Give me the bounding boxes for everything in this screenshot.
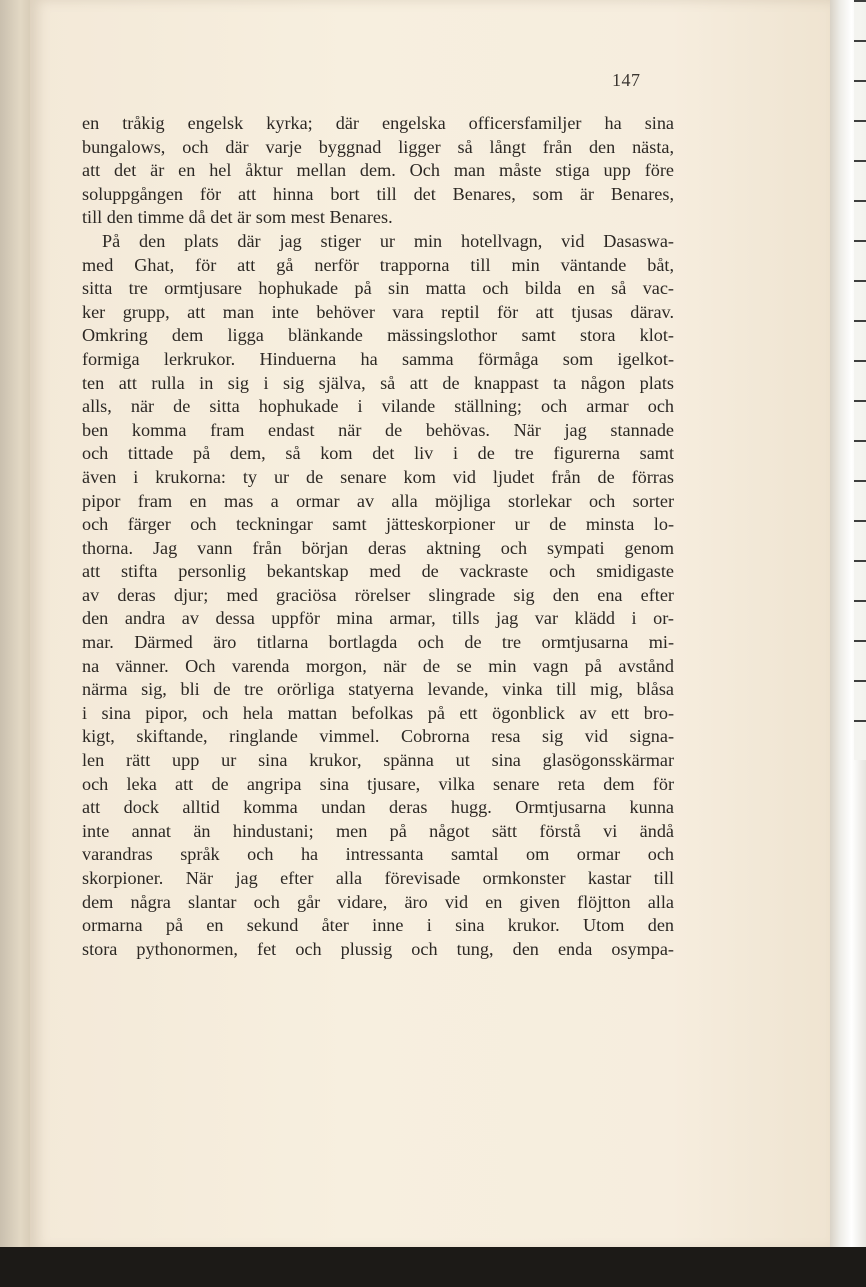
text-line: På den plats där jag stiger ur min hotellvagn, vid Dasaswa- bbox=[102, 230, 674, 251]
text-line: dem några slantar och går vidare, äro vid en given flöjtton alla bbox=[82, 891, 674, 912]
text-line: närma sig, bli de tre orörliga statyerna levande, vinka till mig, blåsa bbox=[82, 679, 674, 700]
text-line: pipor fram en mas a ormar av alla möjliga storlekar och sorter bbox=[82, 490, 674, 511]
text-line: även i krukorna: ty ur de senare kom vid ljudet från de förras bbox=[82, 466, 674, 487]
page-number: 147 bbox=[612, 70, 641, 90]
book-left-edge bbox=[0, 0, 34, 1250]
text-line: och färger och teckningar samt jätteskorpioner ur de minsta lo- bbox=[82, 514, 674, 535]
text-line: att det är en hel åktur mellan dem. Och man måste stiga upp före bbox=[82, 160, 674, 181]
scale-ruler bbox=[854, 0, 866, 760]
text-line: till den timme då det är som mest Benares. bbox=[82, 207, 393, 228]
text-line: med Ghat, för att gå nerför trapporna till min väntande båt, bbox=[82, 254, 674, 275]
text-line: ker grupp, att man inte behöver vara reptil för att tjusas därav. bbox=[82, 301, 674, 322]
text-line: att stifta personlig bekantskap med de vackraste och smidigaste bbox=[82, 561, 674, 582]
text-line: ormarna på en sekund åter inne i sina krukor. Utom den bbox=[82, 915, 674, 936]
body-text bbox=[82, 112, 674, 961]
text-line: av deras djur; med graciösa rörelser slingrade sig den ena efter bbox=[82, 584, 674, 605]
text-line: Omkring dem ligga blänkande mässingslothor samt stora klot- bbox=[82, 325, 674, 346]
text-line: mar. Därmed äro titlarna bortlagda och de tre ormtjusarna mi- bbox=[82, 632, 674, 653]
text-line: varandras språk och ha intressanta samtal om ormar och bbox=[82, 844, 674, 865]
text-line: den andra av dessa uppför mina armar, tills jag var klädd i or- bbox=[82, 608, 674, 629]
text-line: sitta tre ormtjusare hophukade på sin matta och bilda en så vac- bbox=[82, 278, 674, 299]
scan-background bbox=[0, 1247, 866, 1287]
text-line: alls, när de sitta hophukade i vilande ställning; och armar och bbox=[82, 396, 674, 417]
text-line: soluppgången för att hinna bort till det Benares, som är Benares, bbox=[82, 183, 674, 204]
text-line: en tråkig engelsk kyrka; där engelska officersfamiljer ha sina bbox=[82, 113, 674, 133]
text-line: och leka att de angripa sina tjusare, vilka senare reta dem för bbox=[82, 773, 674, 794]
text-line: skorpioner. När jag efter alla förevisade ormkonster kastar till bbox=[82, 868, 674, 888]
text-line: och tittade på dem, så kom det liv i de tre figurerna samt bbox=[82, 443, 674, 464]
text-line: att dock alltid komma undan deras hugg. Ormtjusarna kunna bbox=[82, 797, 674, 818]
text-line: len rätt upp ur sina krukor, spänna ut sina glasögonsskärmar bbox=[82, 750, 674, 771]
text-line: ben komma fram endast när de behövas. När jag stannade bbox=[82, 419, 674, 440]
text-line: stora pythonormen, fet och plussig och tung, den enda osympa- bbox=[82, 938, 674, 959]
text-line: kigt, skiftande, ringlande vimmel. Cobrorna resa sig vid signa- bbox=[82, 726, 674, 747]
text-line: thorna. Jag vann från början deras aktning och sympati genom bbox=[82, 537, 674, 558]
text-line: bungalows, och där varje byggnad ligger så långt från den nästa, bbox=[82, 136, 674, 157]
text-line: i sina pipor, och hela mattan befolkas på ett ögonblick av ett bro- bbox=[82, 702, 674, 723]
text-line: formiga lerkrukor. Hinduerna ha samma förmåga som igelkot- bbox=[82, 348, 674, 369]
text-line: ten att rulla in sig i sig själva, så att de knappast ta någon plats bbox=[82, 372, 674, 393]
text-line: inte annat än hindustani; men på något sätt förstå vi ändå bbox=[82, 820, 674, 841]
text-line: na vänner. Och varenda morgon, när de se min vagn på avstånd bbox=[82, 655, 674, 676]
